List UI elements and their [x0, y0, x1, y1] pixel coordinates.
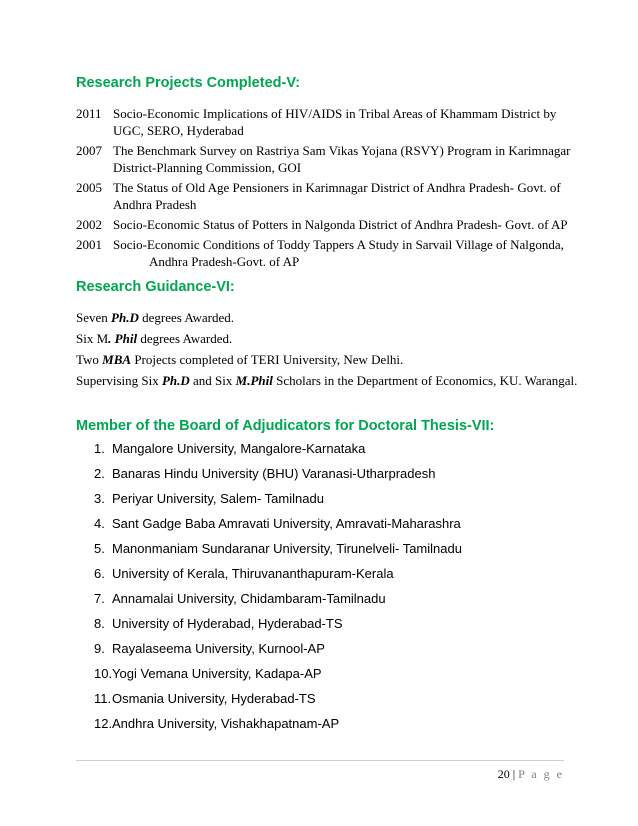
- guidance-line: Supervising Six Ph.D and Six M.Phil Scholars in the Department of Economics, KU. Warangal.: [76, 373, 578, 388]
- guidance-line: Six M. Phil degrees Awarded.: [76, 331, 233, 346]
- list-item: 2. Banaras Hindu University (BHU) Varanasi-Utharpradesh: [94, 466, 436, 481]
- guidance-heading: Research Guidance-VI:: [76, 279, 235, 295]
- guidance-line: Seven Ph.D degrees Awarded.: [76, 310, 235, 325]
- list-item: 1. Mangalore University, Mangalore-Karnataka: [94, 441, 366, 456]
- list-item: 5. Manonmaniam Sundaranar University, Tirunelveli- Tamilnadu: [94, 541, 462, 556]
- list-item: 9. Rayalaseema University, Kurnool-AP: [94, 641, 325, 656]
- footer-separator: |: [509, 767, 519, 781]
- list-item: 11.Osmania University, Hyderabad-TS: [94, 691, 316, 706]
- project-title: Socio-Economic Status of Potters in Nalgonda District of Andhra Pradesh- Govt. of AP: [113, 217, 568, 232]
- list-item: 4. Sant Gadge Baba Amravati University, Amravati-Maharashra: [94, 516, 461, 531]
- guidance-line: Two MBA Projects completed of TERI University, New Delhi.: [76, 352, 404, 367]
- project-title: Socio-Economic Implications of HIV/AIDS in Tribal Areas of Khammam District by UGC, SERO, Hyderabad: [113, 106, 557, 138]
- project-year: 2002: [76, 217, 102, 232]
- project-title: The Status of Old Age Pensioners in Karimnagar District of Andhra Pradesh- Govt. of Andhra Pradesh: [113, 180, 561, 212]
- list-item: 7. Annamalai University, Chidambaram-Tamilnadu: [94, 591, 386, 606]
- footer-divider: [76, 760, 564, 761]
- page-label: P a g e: [518, 767, 564, 781]
- project-title: The Benchmark Survey on Rastriya Sam Vikas Yojana (RSVY) Program in Karimnagar District-Planning Commission, GOI: [113, 143, 571, 175]
- project-year: 2007: [76, 143, 102, 158]
- projects-heading: Research Projects Completed-V:: [76, 75, 301, 91]
- page-number: 20: [497, 767, 510, 781]
- list-item: 12.Andhra University, Vishakhapatnam-AP: [94, 716, 340, 731]
- project-year: 2001: [76, 237, 102, 252]
- list-item: 10.Yogi Vemana University, Kadapa-AP: [94, 666, 322, 681]
- page-footer: [498, 767, 564, 782]
- board-heading: Member of the Board of Adjudicators for Doctoral Thesis-VII:: [76, 418, 495, 434]
- project-title: Socio-Economic Conditions of Toddy Tappers A Study in Sarvail Village of Nalgonda, Andhra Pradesh-Govt. of AP: [113, 237, 564, 269]
- list-item: 6. University of Kerala, Thiruvananthapuram-Kerala: [94, 566, 394, 581]
- list-item: 3. Periyar University, Salem- Tamilnadu: [94, 491, 324, 506]
- project-year: 2005: [76, 180, 102, 195]
- list-item: 8. University of Hyderabad, Hyderabad-TS: [94, 616, 343, 631]
- project-year: 2011: [76, 106, 102, 121]
